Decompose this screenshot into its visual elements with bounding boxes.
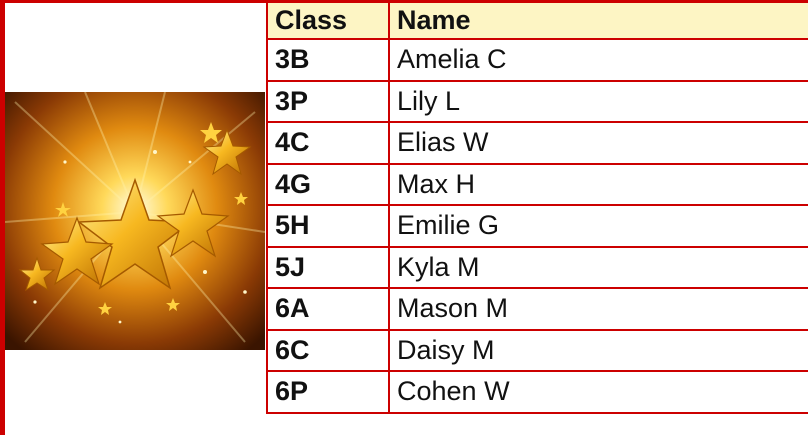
header-class: Class	[267, 3, 389, 39]
table-row	[267, 122, 808, 164]
table-row	[267, 205, 808, 247]
class-cell: 4G	[267, 164, 389, 206]
table-row	[267, 164, 808, 206]
table-row	[267, 371, 808, 413]
name-cell: Mason M	[389, 288, 808, 330]
table-row	[267, 288, 808, 330]
name-cell: Daisy M	[389, 330, 808, 372]
class-cell: 6C	[267, 330, 389, 372]
class-cell: 6A	[267, 288, 389, 330]
award-table	[266, 3, 808, 414]
table-row	[267, 247, 808, 289]
class-cell: 6P	[267, 371, 389, 413]
class-cell: 4C	[267, 122, 389, 164]
name-cell: Amelia C	[389, 39, 808, 81]
name-cell: Max H	[389, 164, 808, 206]
name-cell: Elias W	[389, 122, 808, 164]
class-cell: 5J	[267, 247, 389, 289]
class-name-table	[266, 3, 808, 414]
table-row	[267, 39, 808, 81]
gold-stars-icon	[5, 92, 265, 350]
table-row	[267, 330, 808, 372]
class-cell: 3B	[267, 39, 389, 81]
gold-stars-image	[5, 92, 265, 350]
name-cell: Lily L	[389, 81, 808, 123]
header-name: Name	[389, 3, 808, 39]
name-cell: Kyla M	[389, 247, 808, 289]
name-cell: Emilie G	[389, 205, 808, 247]
table-row	[267, 81, 808, 123]
table-header-row	[267, 3, 808, 39]
class-cell: 5H	[267, 205, 389, 247]
class-cell: 3P	[267, 81, 389, 123]
name-cell: Cohen W	[389, 371, 808, 413]
